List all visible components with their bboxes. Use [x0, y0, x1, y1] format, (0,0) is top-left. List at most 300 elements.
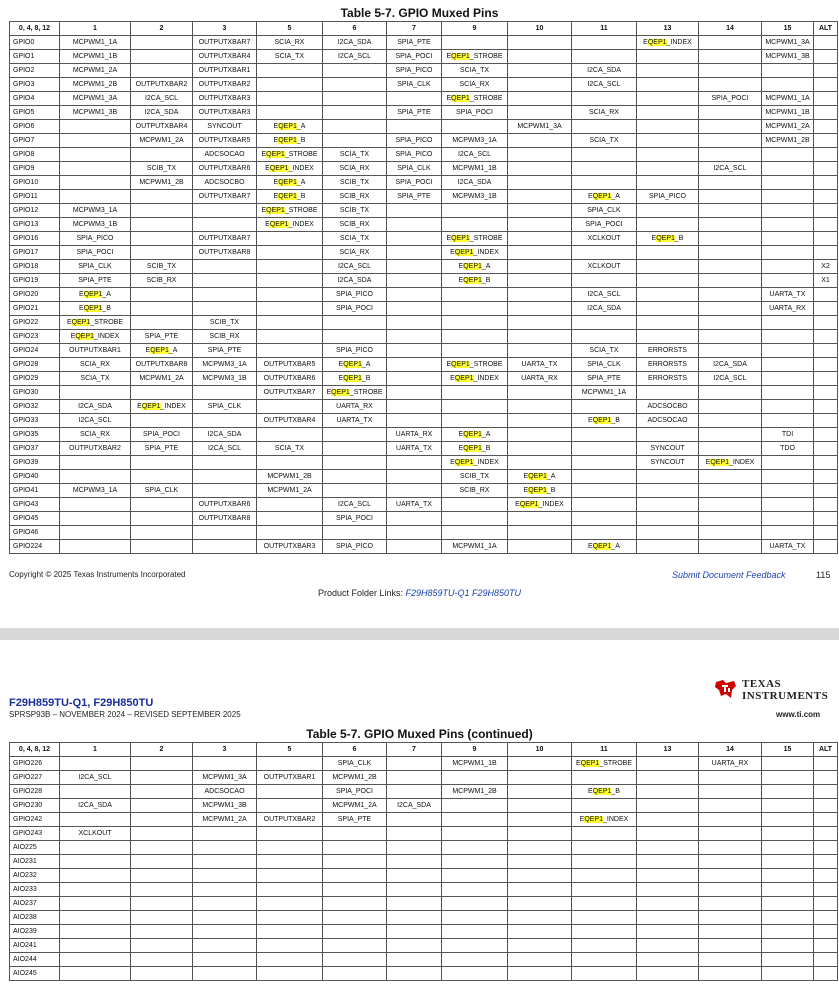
- column-header: 0, 4, 8, 12: [10, 743, 60, 757]
- table-cell: [508, 204, 572, 218]
- table-cell: [762, 841, 814, 855]
- table-row: [10, 771, 838, 785]
- search-highlight: QEP1: [278, 137, 297, 144]
- table-cell: EQEP1_INDEX: [131, 400, 193, 414]
- table-cell: [699, 344, 762, 358]
- table-cell: X1: [814, 274, 838, 288]
- table-cell: [762, 190, 814, 204]
- pin-name-cell: GPIO39: [10, 456, 60, 470]
- table-cell: [131, 386, 193, 400]
- table-cell: [257, 967, 323, 981]
- table-cell: [572, 911, 637, 925]
- table-cell: [508, 232, 572, 246]
- table-cell: MCPWM1_2A: [60, 64, 131, 78]
- table-cell: [762, 386, 814, 400]
- search-highlight: QEP1: [343, 361, 362, 368]
- pin-name-cell: GPIO5: [10, 106, 60, 120]
- table-cell: [387, 855, 442, 869]
- table-cell: [131, 246, 193, 260]
- search-highlight: QEP1: [83, 305, 103, 312]
- search-highlight: QEP1: [592, 543, 612, 550]
- table-cell: [699, 400, 762, 414]
- table-cell: [508, 757, 572, 771]
- table-cell: [60, 512, 131, 526]
- table-cell: [508, 785, 572, 799]
- table-cell: [131, 148, 193, 162]
- table-cell: [387, 484, 442, 498]
- table-cell: SYNCOUT: [193, 120, 257, 134]
- table-cell: UARTA_RX: [387, 428, 442, 442]
- table-cell: [508, 911, 572, 925]
- table-cell: SPIA_PTE: [387, 36, 442, 50]
- pin-name-cell: GPIO20: [10, 288, 60, 302]
- pin-name-cell: GPIO23: [10, 330, 60, 344]
- table-cell: EQEP1_B: [257, 190, 323, 204]
- table-cell: [131, 953, 193, 967]
- table-cell: [814, 456, 838, 470]
- table-cell: [60, 939, 131, 953]
- table-cell: [814, 78, 838, 92]
- table-cell: [193, 897, 257, 911]
- table-cell: OUTPUTXBAR7: [193, 36, 257, 50]
- table-cell: [257, 246, 323, 260]
- table-row: [10, 274, 838, 288]
- pin-name-cell: AIO238: [10, 911, 60, 925]
- table-cell: EQEP1_B: [572, 785, 637, 799]
- table-cell: [387, 330, 442, 344]
- ti-logo-text-2: INSTRUMENTS: [742, 690, 829, 702]
- table-cell: [387, 302, 442, 316]
- table-cell: [193, 939, 257, 953]
- table-cell: [323, 855, 387, 869]
- table-cell: OUTPUTXBAR3: [257, 540, 323, 554]
- table-cell: EQEP1_B: [323, 372, 387, 386]
- pin-name-cell: GPIO35: [10, 428, 60, 442]
- table-cell: [193, 470, 257, 484]
- table-cell: OUTPUTXBAR7: [193, 190, 257, 204]
- pin-name-cell: GPIO19: [10, 274, 60, 288]
- table-cell: EQEP1_STROBE: [442, 232, 508, 246]
- table-cell: MCPWM3_1B: [60, 218, 131, 232]
- table-cell: OUTPUTXBAR2: [60, 442, 131, 456]
- search-highlight: QEP1: [528, 473, 547, 480]
- table-cell: [762, 204, 814, 218]
- column-header: 2: [131, 743, 193, 757]
- table-cell: [572, 883, 637, 897]
- table-cell: OUTPUTXBAR1: [193, 64, 257, 78]
- search-highlight: QEP1: [451, 235, 470, 242]
- table-cell: [323, 92, 387, 106]
- table-cell: [131, 785, 193, 799]
- pin-name-cell: GPIO30: [10, 386, 60, 400]
- table-cell: [387, 372, 442, 386]
- table-cell: [131, 855, 193, 869]
- search-highlight: QEP1: [331, 389, 350, 396]
- table-cell: [257, 799, 323, 813]
- table-cell: [508, 218, 572, 232]
- table-cell: [637, 260, 699, 274]
- table-cell: [637, 64, 699, 78]
- table-cell: [257, 64, 323, 78]
- table-cell: UARTA_RX: [508, 372, 572, 386]
- table-cell: [637, 162, 699, 176]
- table-cell: [762, 785, 814, 799]
- table-cell: [257, 526, 323, 540]
- table-cell: [699, 540, 762, 554]
- table-cell: [637, 855, 699, 869]
- table-cell: [508, 288, 572, 302]
- table-row: [10, 855, 838, 869]
- table-row: [10, 176, 838, 190]
- table-cell: [131, 757, 193, 771]
- table-cell: EQEP1_INDEX: [699, 456, 762, 470]
- table-cell: [699, 274, 762, 288]
- table-cell: UARTA_RX: [323, 400, 387, 414]
- table-cell: [699, 50, 762, 64]
- table-cell: [323, 911, 387, 925]
- table-cell: I2CA_SDA: [699, 358, 762, 372]
- column-header: 6: [323, 22, 387, 36]
- table-cell: [637, 288, 699, 302]
- pin-name-cell: GPIO22: [10, 316, 60, 330]
- table-cell: [572, 498, 637, 512]
- table-cell: SCIB_TX: [193, 316, 257, 330]
- table-cell: [387, 841, 442, 855]
- table-cell: SPIA_PTE: [131, 442, 193, 456]
- pin-name-cell: GPIO40: [10, 470, 60, 484]
- ti-logo-text-1: TEXAS: [742, 678, 782, 690]
- table-cell: [637, 967, 699, 981]
- table-cell: [257, 274, 323, 288]
- table-cell: [257, 344, 323, 358]
- table-cell: [814, 162, 838, 176]
- column-header: ALT: [814, 743, 838, 757]
- table-cell: [60, 813, 131, 827]
- table-cell: [323, 64, 387, 78]
- table-cell: SCIA_RX: [442, 78, 508, 92]
- table-row: [10, 92, 838, 106]
- table-cell: [387, 771, 442, 785]
- table-row: [10, 883, 838, 897]
- table-cell: OUTPUTXBAR3: [193, 106, 257, 120]
- table-cell: [257, 827, 323, 841]
- table-cell: [508, 953, 572, 967]
- product-folder-link[interactable]: F29H859TU-Q1 F29H850TU: [405, 588, 522, 598]
- table-row: [10, 148, 838, 162]
- submit-feedback-link[interactable]: Submit Document Feedback: [672, 570, 786, 580]
- search-highlight: QEP1: [580, 760, 600, 767]
- table-cell: [637, 330, 699, 344]
- page-separator: [0, 628, 839, 640]
- table-cell: [323, 939, 387, 953]
- table-cell: [257, 232, 323, 246]
- search-highlight: QEP1: [150, 347, 169, 354]
- table-row: [10, 36, 838, 50]
- table-cell: [572, 925, 637, 939]
- table-cell: [762, 176, 814, 190]
- table-cell: [442, 799, 508, 813]
- table-cell: [699, 442, 762, 456]
- page-2: [0, 640, 839, 992]
- table-cell: UARTA_RX: [699, 757, 762, 771]
- table-cell: SCIA_RX: [323, 162, 387, 176]
- table-cell: SCIB_RX: [323, 218, 387, 232]
- table-cell: MCPWM3_1A: [60, 204, 131, 218]
- website-link[interactable]: www.ti.com: [776, 710, 821, 719]
- table-cell: [572, 855, 637, 869]
- table-cell: [572, 869, 637, 883]
- table-cell: [387, 316, 442, 330]
- product-folder-links: [0, 588, 839, 598]
- table-cell: [508, 414, 572, 428]
- table-cell: SCIA_TX: [572, 134, 637, 148]
- table-cell: MCPWM1_2A: [257, 484, 323, 498]
- table-cell: [131, 869, 193, 883]
- pin-name-cell: GPIO224: [10, 540, 60, 554]
- table-cell: MCPWM1_2A: [131, 134, 193, 148]
- pin-name-cell: GPIO3: [10, 78, 60, 92]
- table-cell: [572, 897, 637, 911]
- table-cell: SCIA_TX: [323, 148, 387, 162]
- table-cell: [637, 771, 699, 785]
- table-cell: [762, 344, 814, 358]
- table-row: [10, 302, 838, 316]
- table-cell: [60, 869, 131, 883]
- table-cell: [193, 827, 257, 841]
- table-cell: [572, 330, 637, 344]
- table-cell: [814, 36, 838, 50]
- table-cell: [637, 316, 699, 330]
- table-cell: [193, 484, 257, 498]
- table-cell: [637, 799, 699, 813]
- table-cell: EQEP1_A: [131, 344, 193, 358]
- table-cell: [637, 176, 699, 190]
- table-cell: [572, 176, 637, 190]
- table-cell: [762, 400, 814, 414]
- table-row: [10, 316, 838, 330]
- table-row: [10, 470, 838, 484]
- table-cell: [814, 925, 838, 939]
- table-cell: [323, 897, 387, 911]
- table-cell: I2CA_SDA: [323, 274, 387, 288]
- table-cell: [193, 260, 257, 274]
- table-cell: [508, 106, 572, 120]
- table-cell: [762, 512, 814, 526]
- table-cell: [257, 456, 323, 470]
- table-cell: [442, 316, 508, 330]
- table-cell: [762, 897, 814, 911]
- table-cell: OUTPUTXBAR5: [193, 134, 257, 148]
- table-cell: MCPWM1_2B: [131, 176, 193, 190]
- search-highlight: QEP1: [454, 459, 474, 466]
- table-cell: [814, 967, 838, 981]
- table-cell: EQEP1_STROBE: [572, 757, 637, 771]
- table-cell: [699, 771, 762, 785]
- table-cell: [572, 162, 637, 176]
- table-cell: SCIA_RX: [60, 358, 131, 372]
- table-cell: [699, 302, 762, 316]
- table-cell: [131, 316, 193, 330]
- table-row: [10, 799, 838, 813]
- table-cell: [762, 869, 814, 883]
- table-cell: I2CA_SDA: [60, 400, 131, 414]
- table-cell: [699, 939, 762, 953]
- table-cell: I2CA_SCL: [572, 288, 637, 302]
- table-cell: I2CA_SCL: [131, 92, 193, 106]
- table-cell: SCIB_RX: [323, 190, 387, 204]
- table-row: [10, 386, 838, 400]
- table-cell: [572, 36, 637, 50]
- document-revision: SPRSP93B – NOVEMBER 2024 – REVISED SEPTEMBER 2025: [9, 710, 241, 719]
- column-header: 11: [572, 743, 637, 757]
- table-cell: I2CA_SCL: [60, 414, 131, 428]
- table-cell: EQEP1_A: [572, 190, 637, 204]
- table-cell: [637, 134, 699, 148]
- table-cell: [699, 799, 762, 813]
- table-cell: SPIA_CLK: [572, 358, 637, 372]
- search-highlight: QEP1: [266, 207, 285, 214]
- table-row: [10, 827, 838, 841]
- pin-name-cell: GPIO37: [10, 442, 60, 456]
- pin-name-cell: GPIO21: [10, 302, 60, 316]
- table-cell: [637, 827, 699, 841]
- table-cell: [699, 855, 762, 869]
- table-cell: EQEP1_STROBE: [442, 92, 508, 106]
- table-cell: SPIA_POCI: [699, 92, 762, 106]
- table-cell: [508, 428, 572, 442]
- table-cell: [572, 120, 637, 134]
- table-cell: ERRORSTS: [637, 358, 699, 372]
- table-cell: [323, 470, 387, 484]
- table-cell: [814, 414, 838, 428]
- table-cell: [508, 841, 572, 855]
- table-cell: [762, 925, 814, 939]
- table-cell: [762, 274, 814, 288]
- table-row: [10, 540, 838, 554]
- table-cell: [762, 855, 814, 869]
- table-cell: EQEP1_B: [442, 442, 508, 456]
- table-cell: [387, 274, 442, 288]
- table-cell: [442, 827, 508, 841]
- table-cell: [257, 953, 323, 967]
- pin-name-cell: AIO231: [10, 855, 60, 869]
- table-row: [10, 911, 838, 925]
- table-cell: [60, 526, 131, 540]
- table-cell: [131, 36, 193, 50]
- page-number: 115: [816, 570, 831, 580]
- table-row: [10, 414, 838, 428]
- table-cell: [762, 771, 814, 785]
- table-cell: SCIB_TX: [323, 204, 387, 218]
- table-cell: [508, 190, 572, 204]
- table-cell: [814, 302, 838, 316]
- table-cell: [131, 302, 193, 316]
- search-highlight: QEP1: [343, 375, 362, 382]
- table-cell: [60, 897, 131, 911]
- table-cell: EQEP1_INDEX: [442, 246, 508, 260]
- table-cell: SCIA_TX: [257, 50, 323, 64]
- column-header: 15: [762, 743, 814, 757]
- table-cell: MCPWM1_2B: [762, 134, 814, 148]
- table-cell: [762, 148, 814, 162]
- table-cell: [699, 134, 762, 148]
- column-header: 7: [387, 22, 442, 36]
- table-cell: [387, 813, 442, 827]
- table-cell: MCPWM1_1B: [442, 162, 508, 176]
- gpio-muxed-pins-table-continued: [9, 742, 838, 981]
- pin-name-cell: AIO239: [10, 925, 60, 939]
- table-cell: [442, 344, 508, 358]
- pin-name-cell: GPIO18: [10, 260, 60, 274]
- table-cell: SPIA_PTE: [387, 190, 442, 204]
- table-cell: [442, 939, 508, 953]
- table-row: [10, 813, 838, 827]
- table-cell: [814, 442, 838, 456]
- table-cell: I2CA_SDA: [572, 302, 637, 316]
- search-highlight: QEP1: [584, 816, 604, 823]
- table-cell: [699, 512, 762, 526]
- table-cell: [762, 757, 814, 771]
- table-cell: [508, 967, 572, 981]
- search-highlight: QEP1: [269, 165, 289, 172]
- table-cell: ERRORSTS: [637, 344, 699, 358]
- table-cell: [508, 771, 572, 785]
- table-cell: [257, 841, 323, 855]
- table-cell: [762, 484, 814, 498]
- table-cell: [257, 855, 323, 869]
- search-highlight: QEP1: [451, 53, 470, 60]
- table-cell: [442, 883, 508, 897]
- table-cell: MCPWM1_2A: [193, 813, 257, 827]
- table-cell: [762, 218, 814, 232]
- table-cell: [131, 540, 193, 554]
- table-cell: [572, 484, 637, 498]
- table-cell: EQEP1_INDEX: [572, 813, 637, 827]
- table-cell: SPIA_PTE: [323, 813, 387, 827]
- search-highlight: QEP1: [454, 249, 474, 256]
- table-row: [10, 218, 838, 232]
- table-cell: [387, 344, 442, 358]
- table-cell: [572, 92, 637, 106]
- table-cell: [637, 246, 699, 260]
- table-cell: SPIA_CLK: [387, 78, 442, 92]
- table-cell: [193, 967, 257, 981]
- table-cell: [387, 386, 442, 400]
- table-cell: [387, 939, 442, 953]
- table-row: [10, 232, 838, 246]
- table-cell: [193, 526, 257, 540]
- table-cell: [387, 246, 442, 260]
- table-cell: UARTA_TX: [762, 540, 814, 554]
- table-cell: SCIB_TX: [131, 162, 193, 176]
- search-highlight: QEP1: [451, 95, 470, 102]
- table-row: [10, 372, 838, 386]
- table-cell: ADCSOCAO: [193, 148, 257, 162]
- pin-name-cell: GPIO46: [10, 526, 60, 540]
- table-cell: UARTA_TX: [508, 358, 572, 372]
- table-cell: [637, 953, 699, 967]
- table-cell: [508, 813, 572, 827]
- table-cell: [60, 470, 131, 484]
- table-cell: [637, 841, 699, 855]
- table-cell: [814, 64, 838, 78]
- table-cell: [442, 855, 508, 869]
- table-cell: SPIA_CLK: [387, 162, 442, 176]
- table-cell: XCLKOUT: [572, 232, 637, 246]
- table-cell: [508, 526, 572, 540]
- table-row: [10, 484, 838, 498]
- table-cell: MCPWM1_2A: [323, 799, 387, 813]
